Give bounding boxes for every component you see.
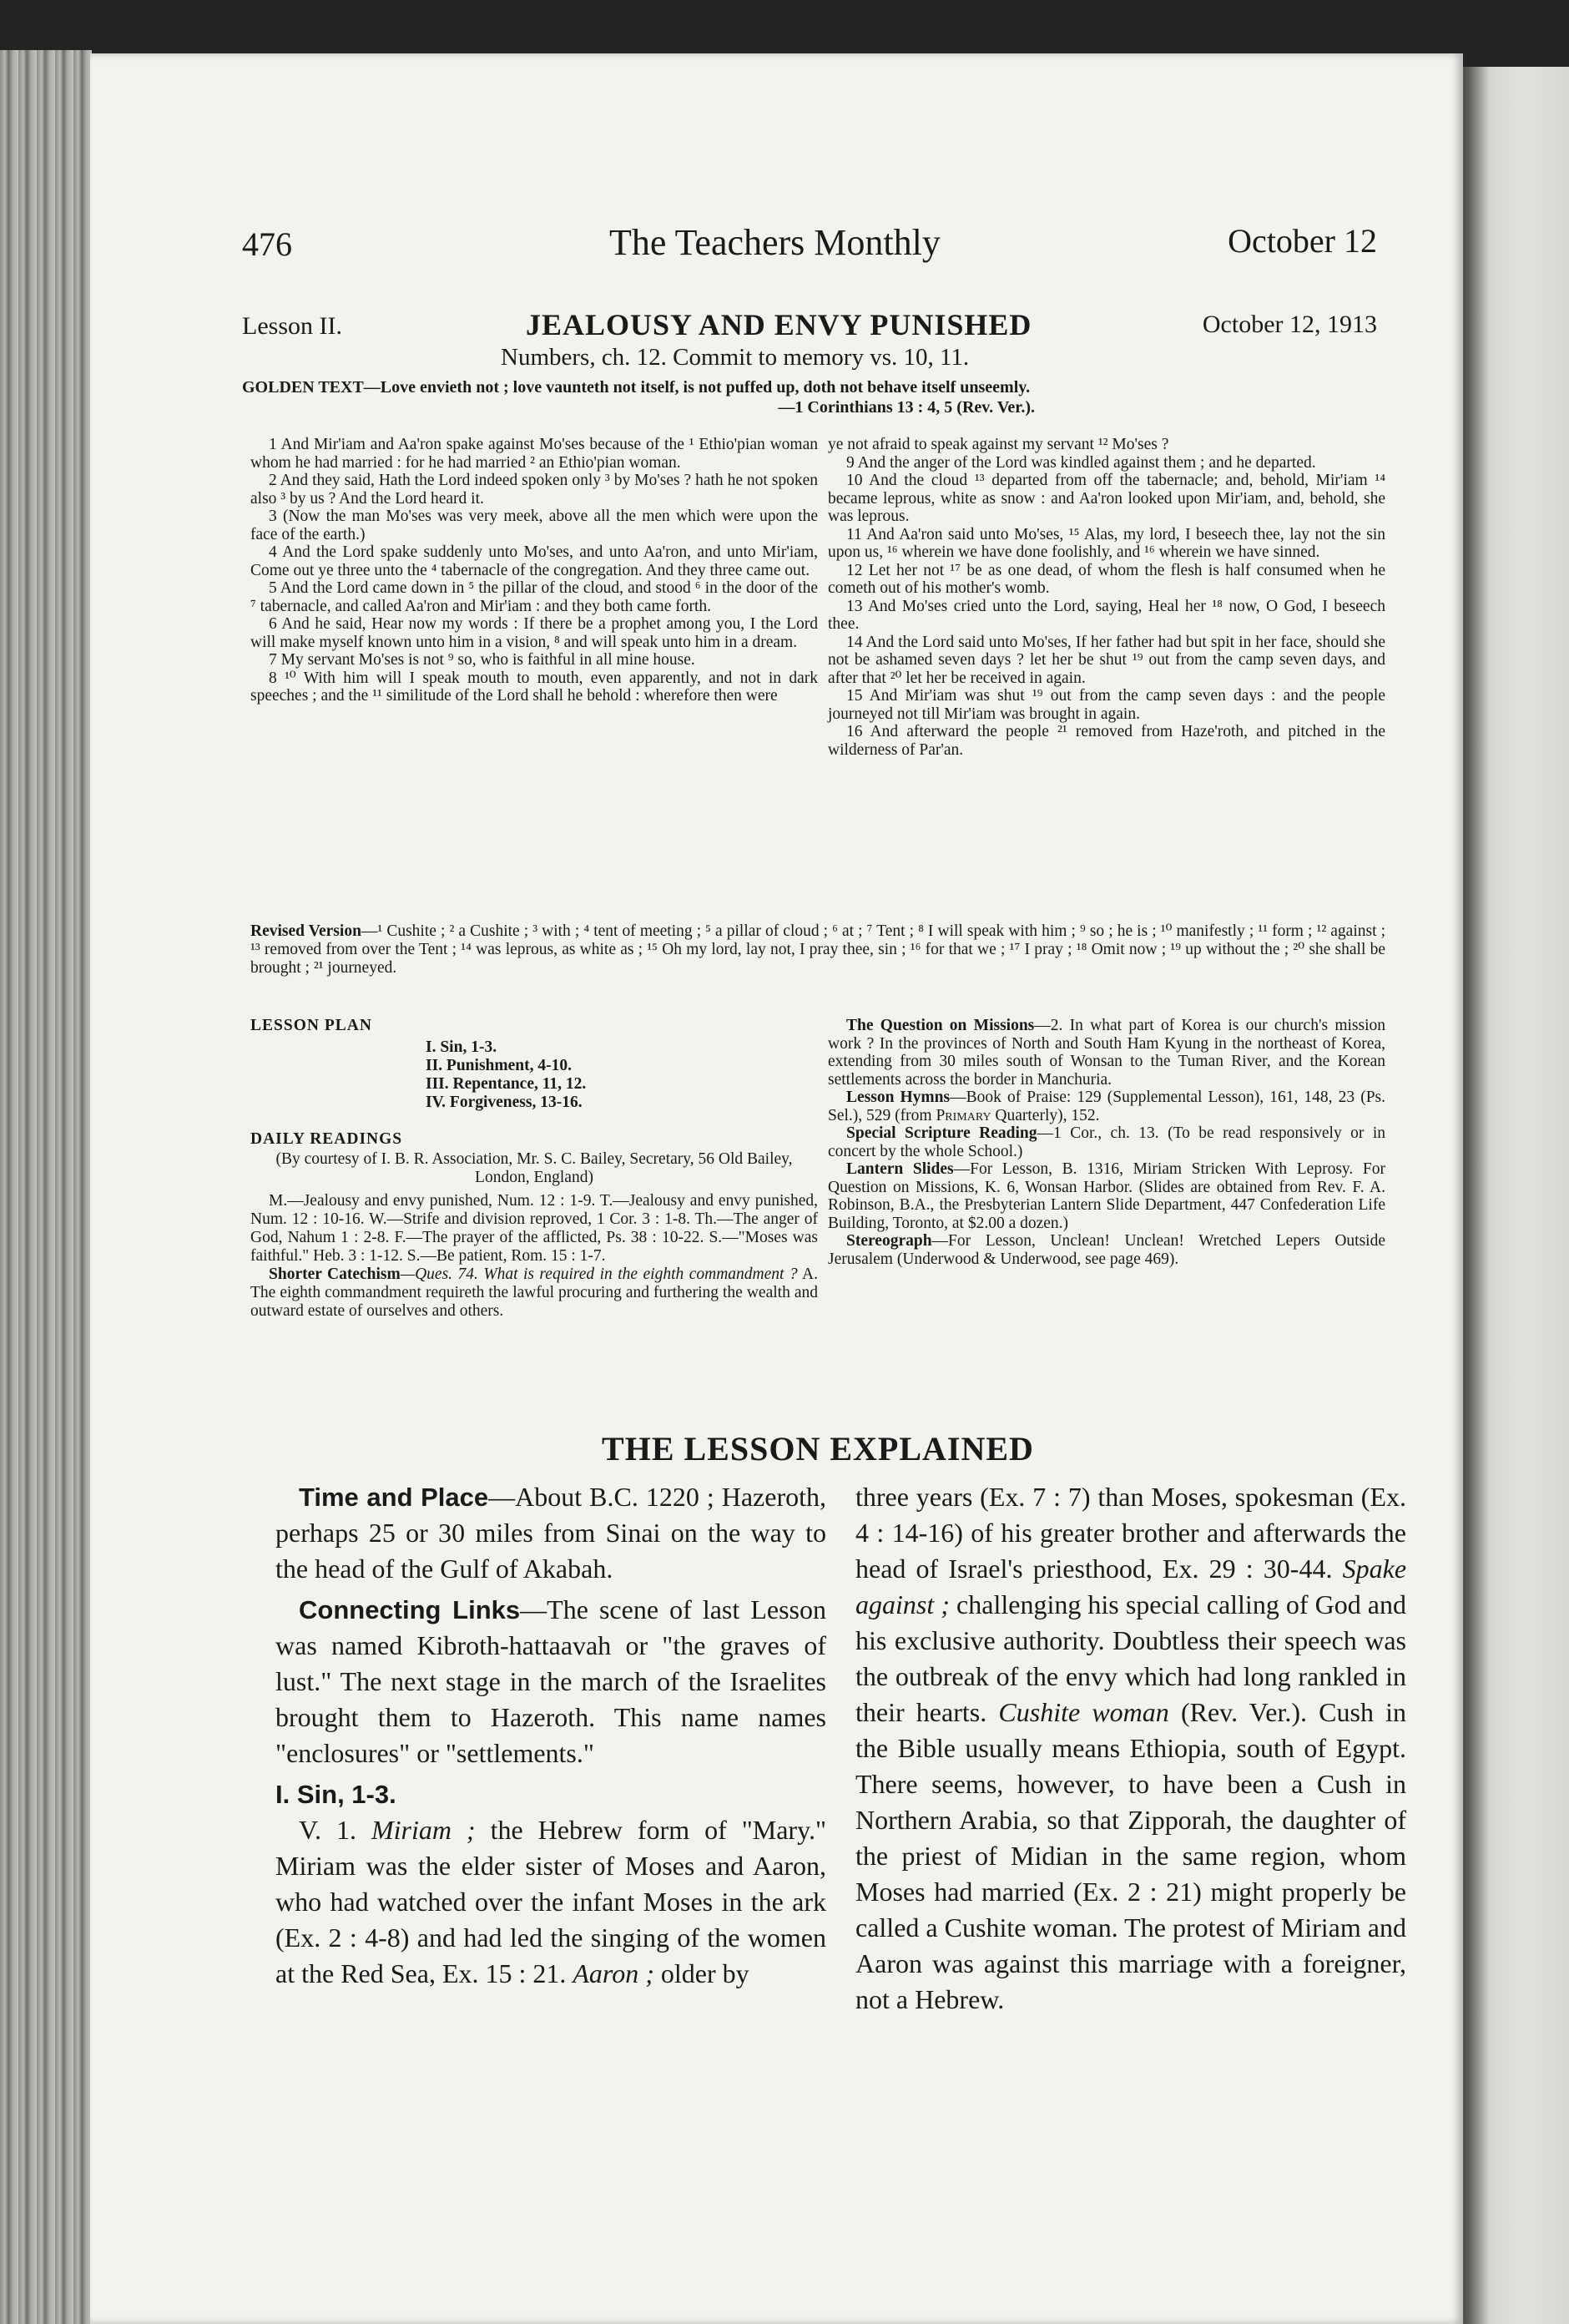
lesson-plan-item: IV. Forgiveness, 13-16. bbox=[426, 1094, 583, 1111]
lesson-plan-list bbox=[426, 1038, 818, 1112]
running-head bbox=[242, 221, 1377, 271]
time-label: Time and Place bbox=[299, 1483, 489, 1512]
daily-readings-text: M.—Jealousy and envy punished, Num. 12 : 1-9. T.—Jealousy and envy punished, Num. 12 : 10-16. W.—Strife and division reproved, 1 Cor. 3 : 1-8. Th.—The anger of God, Nahum 1 : 2-8. F.—The prayer of the afflicted, Ps. 38 : 10-22. S.—"Moses was faithful." Heb. 3 : 1-12. S.—Be patient, Rom. 15 : 1-7. bbox=[250, 1192, 818, 1265]
verse: 7 My servant Mo'ses is not ⁹ so, who is faithful in all mine house. bbox=[269, 651, 695, 669]
lesson-plan-heading: LESSON PLAN bbox=[250, 1017, 372, 1034]
v1-text: the Hebrew form of "Mary." Miriam was the elder sister of Moses and Aaron, who had watched over the infant Moses in the ark (Ex. 2 : 4-8) and had led the singing of the women at the Red Sea, Ex. 15 : 21. bbox=[275, 1815, 827, 1988]
running-date: October 12 bbox=[1228, 222, 1377, 260]
stereo-label: Stereograph bbox=[846, 1232, 932, 1250]
lesson-plan-and-readings bbox=[250, 1017, 818, 1321]
lesson-plan-item: III. Repentance, 11, 12. bbox=[426, 1075, 587, 1093]
verse: 14 And the Lord said unto Mo'ses, If her father had but spit in her face, should she not be ashamed seven days ? let her be shut ¹⁹ out from the camp seven days, and after that ²⁰ let her be received in again. bbox=[828, 633, 1385, 687]
golden-text bbox=[242, 377, 1377, 417]
hymns-label: Lesson Hymns bbox=[846, 1089, 951, 1106]
hymns-primary: Primary bbox=[936, 1106, 991, 1124]
hymns-text-end: Quarterly), 152. bbox=[995, 1106, 1100, 1124]
stereo-text: —For Lesson, Unclean! Unclean! Wretched Lepers Outside Jerusalem (Underwood & Underwood, see page 469). bbox=[828, 1232, 1385, 1268]
verse: ye not afraid to speak against my servant ¹² Mo'ses ? bbox=[828, 436, 1169, 453]
links-label: Connecting Links bbox=[299, 1595, 521, 1624]
v1-aaron: Aaron ; bbox=[573, 1958, 654, 1988]
time-text: —About B.C. 1220 ; Hazeroth, perhaps 25 or 30 miles from Sinai on the way to the head of the Gulf of Akabah. bbox=[275, 1482, 826, 1584]
special-text: —1 Cor., ch. 13. (To be read responsively or in concert by the whole School.) bbox=[828, 1124, 1385, 1160]
golden-text-body: GOLDEN TEXT—Love envieth not ; love vaunteth not itself, is not puffed up, doth not behave itself unseemly. bbox=[242, 378, 1031, 397]
connecting-links bbox=[275, 1592, 826, 1771]
catechism-question: —Ques. 74. What is required in the eighth commandment ? bbox=[400, 1266, 798, 1283]
missions-label: The Question on Missions bbox=[846, 1017, 1035, 1034]
explained-column-right bbox=[855, 1479, 1406, 2018]
right-cushite: Cushite woman bbox=[998, 1697, 1169, 1727]
stereograph-note bbox=[828, 1232, 1385, 1268]
verse: 10 And the cloud ¹³ departed from off the tabernacle; and, behold, Mir'iam ¹⁴ became leprous, white as snow : and Aa'ron looked upon Mir'iam, and, behold, she was leprous. bbox=[828, 472, 1385, 525]
right-spake: Spake against ; bbox=[855, 1554, 1407, 1619]
revised-version-notes bbox=[250, 922, 1385, 978]
verse: 13 And Mo'ses cried unto the Lord, saying, Heal her ¹⁸ now, O God, I beseech thee. bbox=[828, 597, 1385, 633]
lesson-title: JEALOUSY AND ENVY PUNISHED bbox=[526, 308, 1032, 341]
verse: 1 And Mir'iam and Aa'ron spake against Mo'ses because of the ¹ Ethio'pian woman whom he had married : for he had married ² an Ethio'pian woman. bbox=[250, 436, 818, 472]
lesson-explained-title: THE LESSON EXPLAINED bbox=[602, 1430, 1034, 1468]
right-text-1: three years (Ex. 7 : 7) than Moses, spokesman (Ex. 4 : 14-16) of his greater brother and afterwards the head of Israel's priesthood, Ex. 29 : 30-44. bbox=[855, 1482, 1406, 1584]
verse: 4 And the Lord spake suddenly unto Mo'ses, and unto Aa'ron, and unto Mir'iam, Come out ye three unto the ⁴ tabernacle of the congregation. And they three came out. bbox=[250, 543, 818, 579]
golden-text-reference: —1 Corinthians 13 : 4, 5 (Rev. Ver.). bbox=[778, 398, 1035, 417]
scripture-column-left bbox=[250, 436, 818, 705]
lesson-number: Lesson II. bbox=[242, 312, 342, 340]
verse: 9 And the anger of the Lord was kindled against them ; and he departed. bbox=[846, 453, 1316, 472]
section-heading bbox=[275, 1776, 826, 1812]
right-text-2: challenging his special calling of God and his exclusive authority. Doubtless their speech was the outbreak of the envy which had long rankled in their hearts. bbox=[855, 1589, 1407, 1727]
revised-version-label: Revised Version bbox=[250, 922, 361, 940]
explained-column-left bbox=[275, 1479, 826, 1992]
verse: 12 Let her not ¹⁷ be as one dead, of whom the flesh is half consumed when he cometh out of his mother's womb. bbox=[828, 561, 1385, 597]
missions-note bbox=[828, 1017, 1385, 1089]
time-and-place bbox=[275, 1479, 826, 1587]
special-reading-note bbox=[828, 1124, 1385, 1160]
missions-text: —2. In what part of Korea is our church's mission work ? In the provinces of North and South Ham Kyung in the northeast of Korea, extending from 30 miles south of Wonsan to the Tuman River, and the Korean settlements across the border in Manchuria. bbox=[828, 1017, 1386, 1089]
daily-readings-courtesy: (By courtesy of I. B. R. Association, Mr. S. C. Bailey, Secretary, 56 Old Bailey, London, England) bbox=[275, 1150, 793, 1186]
v1-miriam: Miriam ; bbox=[371, 1815, 476, 1845]
lantern-text: —For Lesson, B. 1316, Miriam Stricken With Leprosy. For Question on Missions, K. 6, Wonsan Harbor. (Slides are obtained from Rev. F. A. Robinson, B.A., the Presbyterian Lantern Slide Department, 447 Confederation Life Building, Toronto, at $2.00 a dozen.) bbox=[828, 1160, 1385, 1232]
special-label: Special Scripture Reading bbox=[846, 1124, 1037, 1142]
shorter-catechism bbox=[250, 1266, 818, 1321]
verse: 15 And Mir'iam was shut ¹⁹ out from the camp seven days : and the people journeyed not till Mir'iam was brought in again. bbox=[828, 687, 1385, 723]
scripture-reference: Numbers, ch. 12. Commit to memory vs. 10, 11. bbox=[501, 344, 970, 371]
lesson-notes-right bbox=[828, 1017, 1385, 1268]
verse: 11 And Aa'ron said unto Mo'ses, ¹⁵ Alas, my lord, I beseech thee, lay not the sin upon us, ¹⁶ wherein we have done foolishly, and ¹⁶ wherein we have sinned. bbox=[828, 525, 1385, 561]
lesson-plan-item: I. Sin, 1-3. bbox=[426, 1038, 497, 1056]
hymns-text: —Book of Praise: 129 (Supplemental Lesson), 161, 148, 23 (Ps. Sel.), 529 (from bbox=[828, 1089, 1385, 1124]
lantern-label: Lantern Slides bbox=[846, 1160, 954, 1178]
journal-title: The Teachers Monthly bbox=[609, 222, 941, 263]
verse: 5 And the Lord came down in ⁵ the pillar of the cloud, and stood ⁶ in the door of the ⁷ tabernacle, and called Aa'ron and Mir'iam : and they both came forth. bbox=[250, 579, 818, 615]
right-text-3: (Rev. Ver.). Cush in the Bible usually means Ethiopia, south of Egypt. There seems, however, to have been a Cush in Northern Arabia, so that Zipporah, the daughter of the priest of Midian in the same region, whom Moses had married (Ex. 2 : 21) might properly be called a Cushite woman. The protest of Miriam and Aaron was against this marriage with a foreigner, not a Hebrew. bbox=[855, 1697, 1407, 2014]
catechism-label: Shorter Catechism bbox=[269, 1266, 401, 1283]
v1-lead: V. 1. bbox=[299, 1815, 356, 1845]
section-heading-text: I. Sin, 1-3. bbox=[275, 1780, 396, 1809]
catechism-answer: A. The eighth commandment requireth the lawful procuring and furthering the wealth and outward estate of ourselves and others. bbox=[250, 1266, 818, 1320]
verse: 6 And he said, Hear now my words : If there be a prophet among you, I the Lord will make myself known unto him in a vision, ⁸ and will speak unto him in a dream. bbox=[250, 615, 818, 651]
book-page-edge-right bbox=[1456, 67, 1569, 2324]
lesson-header bbox=[242, 307, 1377, 349]
links-text: —The scene of last Lesson was named Kibroth-hattaavah or "the graves of lust." The next stage in the march of the Israelites brought them to Hazeroth. This name names "enclosures" or "settlements." bbox=[275, 1594, 826, 1768]
verse-1-commentary bbox=[275, 1812, 826, 1992]
verse: 8 ¹⁰ With him will I speak mouth to mouth, even apparently, and not in dark speeches ; and the ¹¹ similitude of the Lord shall he behold : wherefore then were bbox=[250, 669, 818, 705]
scripture-column-right bbox=[828, 436, 1385, 759]
page-number: 476 bbox=[242, 225, 292, 263]
verse: 2 And they said, Hath the Lord indeed spoken only ³ by Mo'ses ? hath he not spoken also ³ by us ? And the Lord heard it. bbox=[250, 472, 818, 508]
hymns-note bbox=[828, 1089, 1385, 1124]
lantern-slides-note bbox=[828, 1160, 1385, 1232]
verse: 3 (Now the man Mo'ses was very meek, above all the men which were upon the face of the earth.) bbox=[250, 508, 818, 543]
commentary-continued bbox=[855, 1479, 1406, 2018]
book-page-edges-left bbox=[0, 50, 92, 2324]
lesson-plan-item: II. Punishment, 4-10. bbox=[426, 1057, 572, 1074]
v1-tail: older by bbox=[660, 1958, 749, 1988]
lesson-date: October 12, 1913 bbox=[1202, 311, 1377, 338]
verse: 16 And afterward the people ²¹ removed from Haze'roth, and pitched in the wilderness of Par'an. bbox=[828, 723, 1385, 759]
revised-version-text: —¹ Cushite ; ² a Cushite ; ³ with ; ⁴ tent of meeting ; ⁵ a pillar of cloud ; ⁶ at ; ⁷ Tent ; ⁸ I will speak with him ; ⁹ so ; he is ; ¹⁰ manifestly ; ¹¹ form ; ¹² against ; ¹³ removed from over the Tent ; ¹⁴ was leprous, as white as ; ¹⁵ Oh my lord, lay not, I pray thee, sin ; ¹⁶ for that we ; ¹⁷ I pray ; ¹⁸ Omit now ; ¹⁹ up without the ; ²⁰ she shall be brought ; ²¹ journeyed. bbox=[250, 922, 1385, 977]
daily-readings-heading: DAILY READINGS bbox=[250, 1130, 403, 1148]
